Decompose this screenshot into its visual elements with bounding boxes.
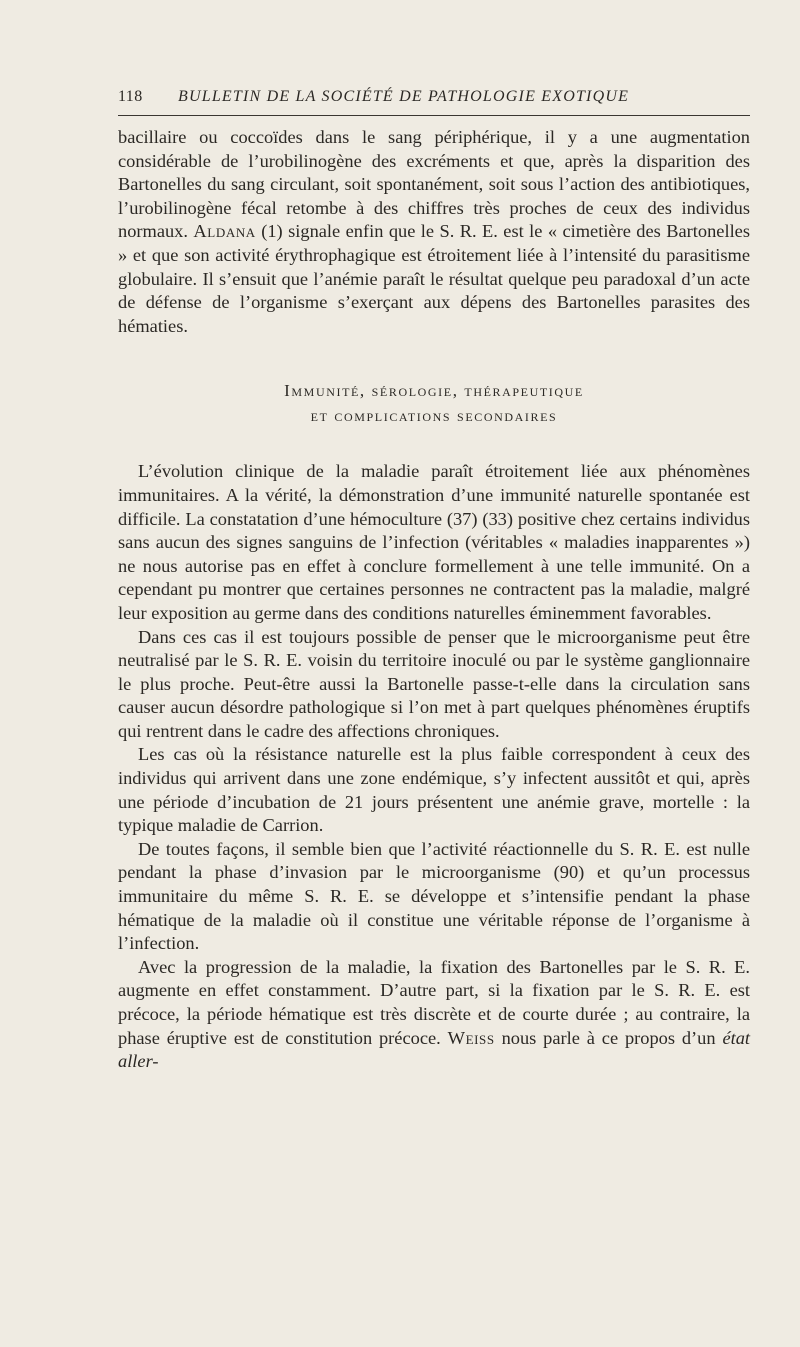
intro-paragraph [118, 126, 750, 338]
intro-text-1: bacillaire ou coccoïdes dans le sang périphérique, il y a une augmentation considérable de l’urobilinogène des excréments et que, après la disparition des Bartonelles du sang circulant, soit spontanément, soit sous l’action des antibiotiques, l’urobilinogène fécal retombe à des chiffres très proches de ceux des individus normaux. [118, 127, 750, 242]
paragraph-5 [118, 956, 750, 1074]
section-heading-line-1: Immunité, sérologie, thérapeutique [284, 381, 584, 401]
author-weiss: Weiss [447, 1027, 495, 1048]
page-number: 118 [118, 88, 143, 105]
paragraph-5-text-2: nous parle à ce propos d’un [501, 1027, 716, 1048]
author-aldana: Aldana [193, 221, 256, 242]
running-header [118, 88, 750, 106]
section-heading-line-2: et complications secondaires [310, 406, 558, 426]
journal-title: BULLETIN DE LA SOCIÉTÉ DE PATHOLOGIE EXOTIQUE [178, 88, 630, 105]
section-heading [118, 378, 750, 428]
header-rule [118, 115, 750, 116]
body-text [118, 126, 750, 1074]
paragraph-5-italic-end: état aller- [118, 1027, 751, 1072]
paragraph-1: L’évolution clinique de la maladie paraît étroitement liée aux phénomènes immunitaires. A la vérité, la démonstration d’une immunité naturelle spontanée est difficile. La constatation d’une hémoculture (37) (33) positive chez certains individus sans aucun des signes sanguins de l’infection (véritables « maladies inapparentes ») ne nous autorise pas en effet à conclure formellement à une telle immunité. On a cependant pu montrer que certaines personnes ne contractent pas la maladie, malgré leur exposition au germe dans des conditions naturelles éminemment favorables. [118, 461, 750, 623]
intro-text-2: (1) signale enfin que le S. R. E. est le « cimetière des Bartonelles » et que son activité érythrophagique est étroitement liée à l’intensité du parasitisme globulaire. Il s’ensuit que l’anémie paraît le résultat quelque peu paradoxal d’un acte de défense de l’organisme s’exerçant aux dépens des Bartonelles parasites des hématies. [118, 221, 750, 336]
paragraph-4: De toutes façons, il semble bien que l’activité réactionnelle du S. R. E. est nulle pendant la phase d’invasion par le microorganisme (90) et qu’un processus immunitaire du même S. R. E. se développe et s’intensifie pendant la phase hématique de la maladie où il constitue une véritable réponse de l’organisme à l’infection. [118, 838, 750, 954]
paragraph-2: Dans ces cas il est toujours possible de penser que le microorganisme peut être neutralisé par le S. R. E. voisin du territoire inoculé ou par le système ganglionnaire le plus proche. Peut-être aussi la Bartonelle passe-t-elle dans la circulation sans causer aucun désordre pathologique si l’on met à part quelques phénomènes éruptifs qui rentrent dans le cadre des affections chroniques. [118, 626, 750, 741]
paragraph-5-text-1: Avec la progression de la maladie, la fixation des Bartonelles par le S. R. E. augmente en effet constamment. D’autre part, si la fixation par le S. R. E. est précoce, la période hématique est très discrète et de courte durée ; au contraire, la phase éruptive est de constitution précoce. [118, 956, 750, 1048]
paragraph-3: Les cas où la résistance naturelle est la plus faible correspondent à ceux des individus qui arrivent dans une zone endémique, s’y infectent aussitôt et qui, après une période d’incubation de 21 jours présentent une anémie grave, mortelle : la typique maladie de Carrion. [118, 744, 750, 836]
